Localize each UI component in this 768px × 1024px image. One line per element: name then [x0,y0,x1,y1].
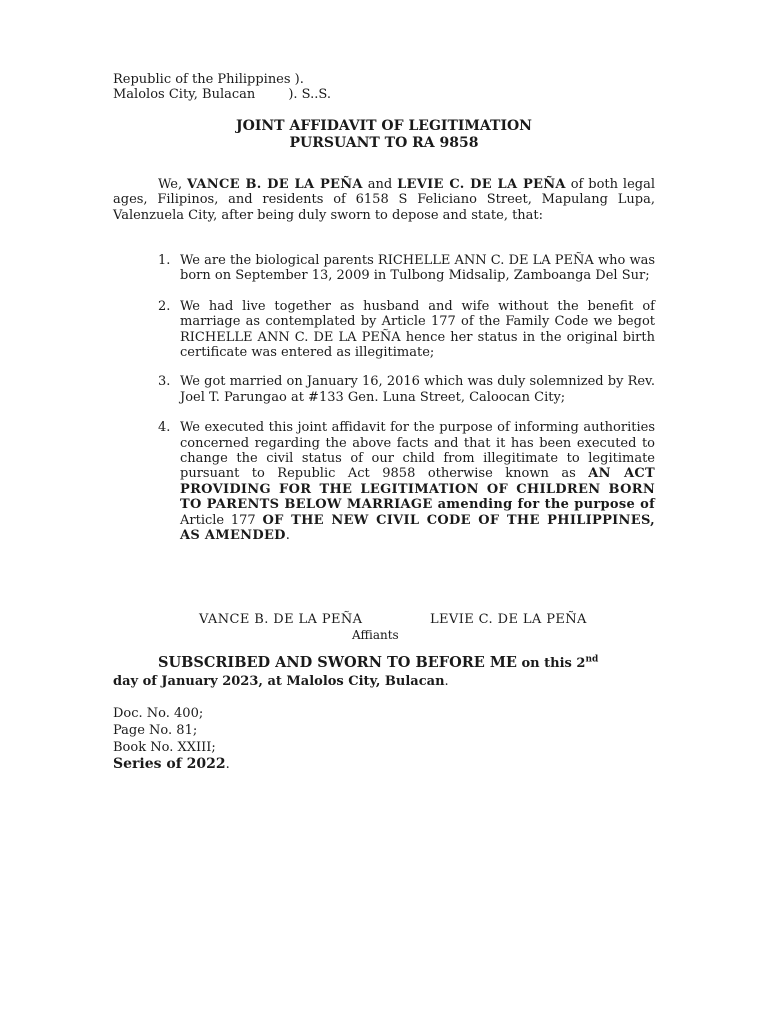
affiants-label: Affiants [352,628,399,642]
list-item [113,374,655,405]
intro-paragraph [113,177,655,223]
list-item [113,253,655,284]
statement-list [113,253,655,544]
notarial-register [113,705,230,773]
book-number: Book No. XXIII; [113,740,216,755]
affiant-name-1: VANCE B. DE LA PEÑA [187,177,363,192]
item-text: We are the biological parents RICHELLE ANN C. DE LA PEÑA who was born on September 13, 2009 in Tulbong Midsalip, Zamboanga Del Sur; [180,253,655,284]
signature-affiant-1: VANCE B. DE LA PEÑA [199,612,363,627]
list-item [113,299,655,361]
venue-line-1: Republic of the Philippines ). [113,72,304,87]
title-line-1: JOINT AFFIDAVIT OF LEGITIMATION [236,118,532,134]
item-number: 2. [158,298,171,314]
item-text: We got married on January 16, 2016 which was duly solemnized by Rev. Joel T. Parungao at #133 Gen. Luna Street, Caloocan City; [180,374,655,405]
jurat-period: . [444,674,449,689]
act-title: AN ACT PROVIDING FOR THE LEGITIMATION OF CHILDREN BORN TO PARENTS BELOW MARRIAGE amending for the purpose of [180,466,655,513]
item-number: 3. [158,374,171,390]
series-line [113,756,230,773]
item-number: 1. [158,253,171,268]
intro-rest: of both legal ages, Filipinos, and residents of 6158 S Feliciano Street, Mapulang Lupa, Valenzuela City, after being duly sworn to depose and state, that: [113,177,656,223]
jurat-paragraph [113,654,668,691]
venue-line-2: Malolos City, Bulacan ). S..S. [113,87,331,103]
affiant-name-2: LEVIE C. DE LA PEÑA [397,177,566,192]
item-text-start: We executed this joint affidavit for the purpose of informing authorities concerned regarding the above facts and that it has been executed to change the civil status of our child from illegitimate to legitimate pursuant to Republic Act 9858 otherwise known as [180,420,655,482]
jurat-on-this: on this 2 [516,656,586,671]
item-text-mid: Article 177 [180,512,263,528]
series-year: Series of 2022 [113,756,226,772]
venue-header [113,72,331,103]
list-item [113,420,655,543]
series-period: . [225,757,230,772]
page-number: Page No. 81; [113,723,198,738]
jurat-lead: SUBSCRIBED AND SWORN TO BEFORE ME [158,654,517,671]
jurat-date-place: day of January 2023, at Malolos City, Bulacan [113,674,445,689]
item-text-end: . [285,528,290,544]
civil-code-title: OF THE NEW CIVIL CODE OF THE PHILIPPINES, AS AMENDED [180,512,655,544]
item-text: We had live together as husband and wife without the benefit of marriage as contemplated by Article 177 of the Family Code we begot RICHELLE ANN C. DE LA PEÑA hence her status in the original birth certificate was entered as illegitimate; [180,298,655,361]
title-line-2: PURSUANT TO RA 9858 [289,135,479,151]
intro-we: We, [158,177,188,192]
signature-affiant-2: LEVIE C. DE LA PEÑA [430,612,587,627]
jurat-ordinal: nd [585,654,599,665]
intro-and: and [362,177,398,192]
document-title [0,118,768,152]
doc-number: Doc. No. 400; [113,706,204,721]
item-number: 4. [158,420,171,436]
